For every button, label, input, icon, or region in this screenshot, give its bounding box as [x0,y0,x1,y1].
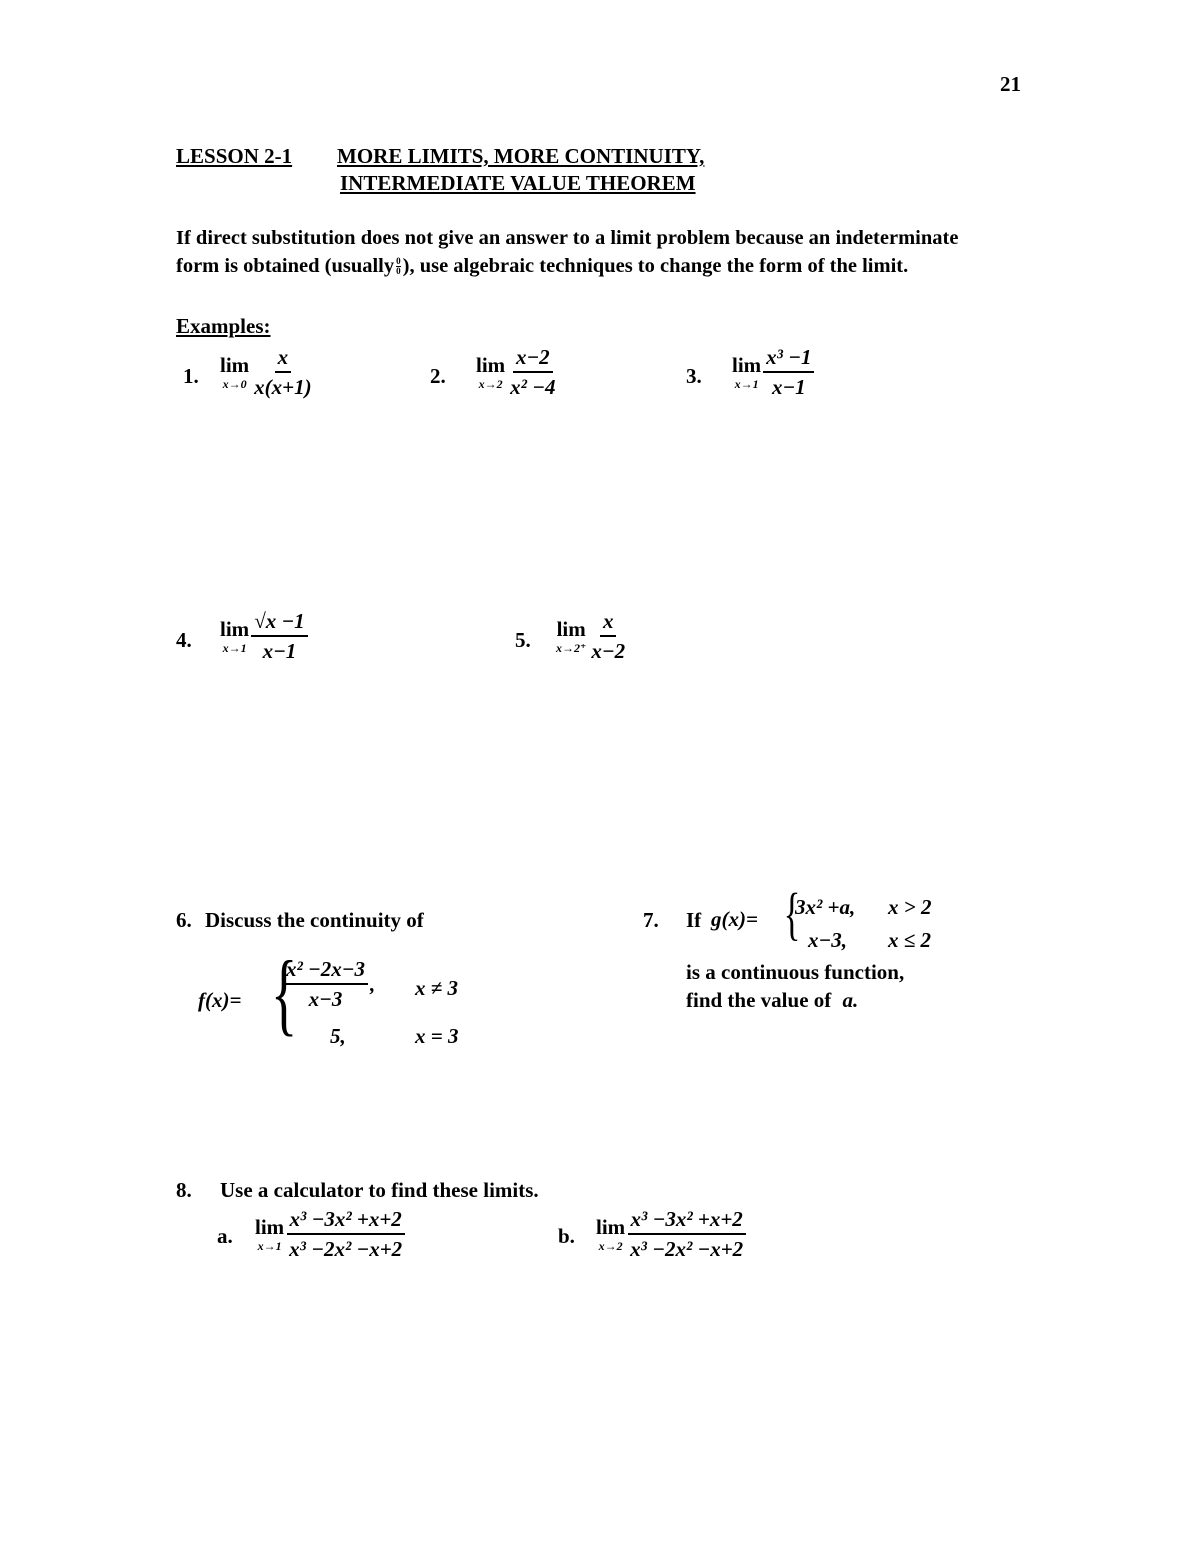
lesson-title-line1: MORE LIMITS, MORE CONTINUITY, [337,144,705,168]
problem-8a-expression [255,1207,405,1262]
frac-num: 0 [396,255,401,266]
page-number: 21 [1000,72,1021,96]
problem-6-case1 [283,957,375,1012]
problem-6-text: Discuss the continuity of [205,908,424,932]
problem-4-expression [220,609,308,664]
limit-operator: lim x→2⁺ [556,617,587,655]
problem-7-if: If [686,908,702,932]
lesson-title-line2: INTERMEDIATE VALUE THEOREM [340,171,696,195]
intro-line2 [176,256,908,277]
problem-7-line1: is a continuous function, [686,960,905,984]
problem-4-fraction: $\frac{√x -1}{x-1}$ [251,609,308,664]
problem-8-number: 8. [176,1178,192,1202]
lesson-code: LESSON 2-1 [176,144,293,168]
problem-7-case2-condition: x ≤ 2 [888,928,932,952]
problem-6-function-name: f(x)= [198,988,242,1012]
problem-7-line2-text: find the value of [686,988,832,1012]
problem-6-brace: { [270,942,298,1044]
problem-1-expression [220,345,315,400]
limit-operator: lim x→1 [732,353,762,391]
problem-8a-fraction: $\frac{\text{x³ −3x² +x+2}}{\text{x³ −2x² −x+2}}$ [286,1207,405,1262]
problem-7-variable: a. [842,988,859,1012]
indeterminate-fraction [396,257,401,276]
problem-5-number: 5. [515,628,531,652]
problem-6-case2-condition: x = 3 [415,1024,459,1048]
problem-7-number: 7. [643,908,659,932]
problem-5-fraction: $\frac{x}{x-2}$ [591,609,626,663]
problem-8-text: Use a calculator to find these limits. [220,1178,539,1202]
problem-6-case2-value: 5, [330,1024,346,1048]
problem-2-fraction: $\frac{x-2}{\text{x² −4}}$ [510,345,556,399]
problem-7-line2 [686,990,858,1011]
problem-7-function-name: g(x)= [711,907,758,931]
problem-8b-fraction: $\frac{\text{x³ −3x² +x+2}}{\text{x³ −2x² −x+2}}$ [627,1207,746,1262]
problem-7-brace: { [783,881,801,946]
limit-operator: lim x→1 [255,1215,285,1253]
problem-6-case1-comma: , [370,972,376,996]
problem-4-number: 4. [176,628,192,652]
problem-8b-label: b. [558,1224,575,1248]
problem-2-expression [476,345,558,400]
intro-line1: If direct substitution does not give an answer to a limit problem because an indeterminate [176,227,959,249]
limit-operator: lim x→0 [220,353,250,391]
problem-7-case1-condition: x > 2 [888,895,932,919]
problem-8b-expression [596,1207,746,1262]
problem-7-case2-value: x−3, [808,928,847,952]
problem-2-number: 2. [430,364,446,388]
problem-3-number: 3. [686,364,702,388]
intro-line2-a: form is obtained (usually [176,255,395,277]
frac-den: 0 [396,265,401,276]
problem-6-case1-condition: x ≠ 3 [415,976,459,1000]
problem-6-number: 6. [176,908,192,932]
problem-3-expression [732,345,814,400]
problem-3-fraction: $\frac{\text{x³ −1}}{x-1}$ [763,345,814,400]
problem-1-number: 1. [183,364,199,388]
problem-7-case1-value: 3x² +a, [795,895,856,919]
problem-5-expression [556,609,628,664]
problem-1-fraction: $\frac{x}{x(x+1)}$ [254,345,312,399]
intro-line2-b: ), use algebraic techniques to change the form of the limit. [402,255,909,277]
limit-operator: lim x→2 [596,1215,626,1253]
limit-operator: lim x→1 [220,617,250,655]
problem-6-case1-fraction: $\frac{\text{x² −2x−3}}{x-3}$ [283,957,368,1012]
problem-8a-label: a. [217,1224,233,1248]
examples-heading: Examples: [176,314,271,338]
limit-operator: lim x→2 [476,353,506,391]
